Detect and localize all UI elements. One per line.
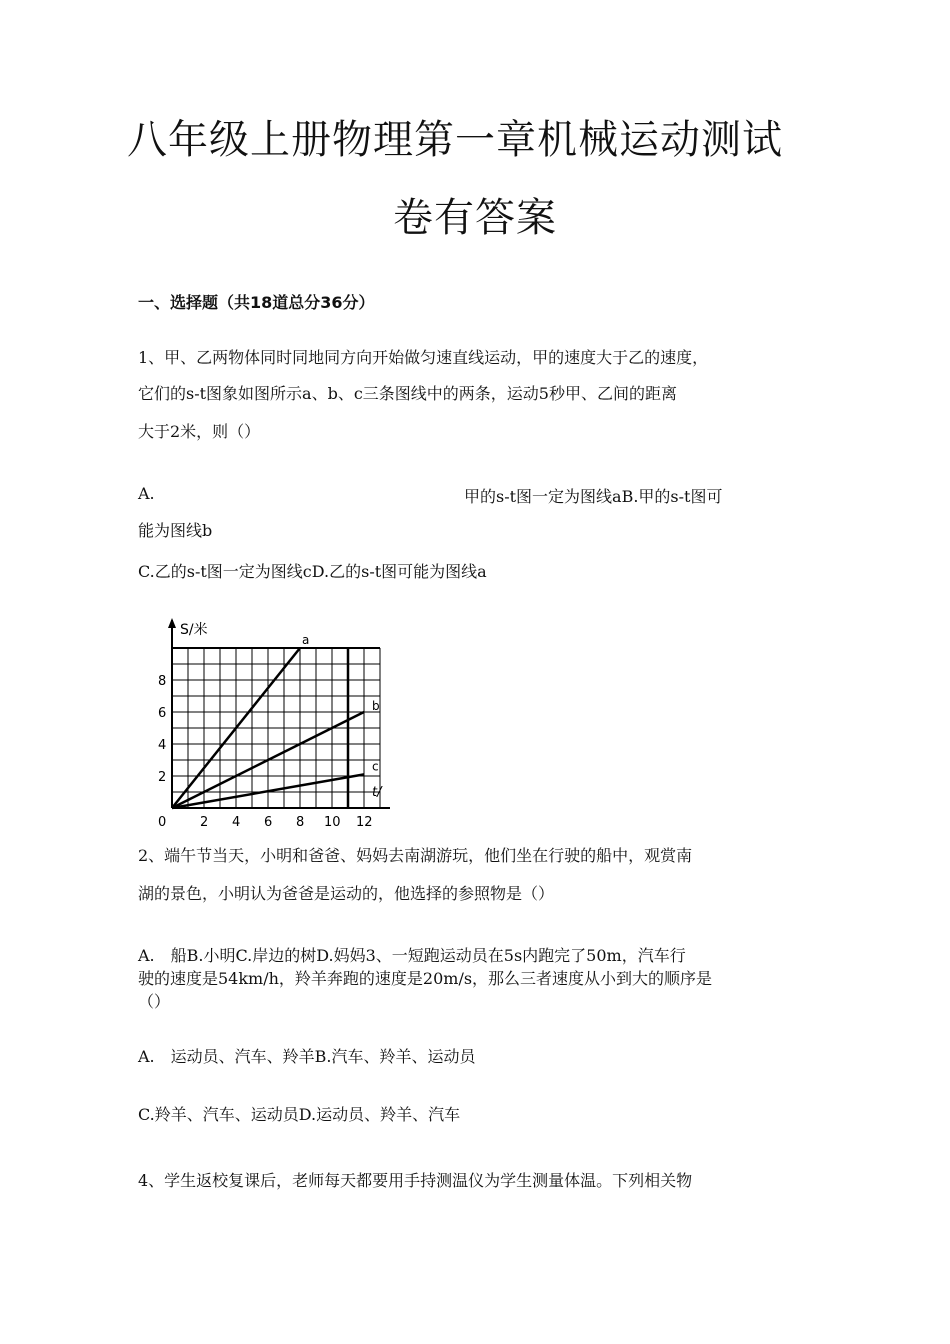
q2-options-q3-line-1: A. 船B.小明C.岸边的树D.妈妈3、一短跑运动员在5s内跑完了50m，汽车行: [138, 946, 686, 965]
q1-option-a-text: 甲的s-t图一定为图线aB.甲的s-t图可: [464, 487, 723, 506]
x-tick-label: 8: [296, 815, 305, 830]
q1-option-cd: C.乙的s-t图一定为图线cD.乙的s-t图可能为图线a: [138, 562, 487, 581]
x-tick-label: 4: [232, 815, 241, 830]
q1-line-1: 1、甲、乙两物体同时同地同方向开始做匀速直线运动，甲的速度大于乙的速度，: [138, 348, 709, 367]
q3-options-ab: A. 运动员、汽车、羚羊B.汽车、羚羊、运动员: [138, 1047, 476, 1066]
y-tick-label: 2: [158, 770, 167, 785]
q1-line-2: 它们的s-t图象如图所示a、b、c三条图线中的两条，运动5秒甲、乙间的距离: [138, 384, 677, 403]
y-tick-label: 4: [158, 738, 167, 753]
graph-axes: [168, 618, 390, 808]
line-labels: [302, 633, 380, 773]
page-title-line-2: 卷有答案: [393, 195, 557, 241]
x-tick-labels: [200, 815, 373, 830]
q2-line-2: 湖的景色，小明认为爸爸是运动的，他选择的参照物是（）: [138, 884, 555, 903]
x-axis-label: t/: [372, 785, 382, 800]
q1-option-a-continued: 能为图线b: [138, 521, 213, 540]
q2-options-q3-line-2: 驶的速度是54km/h，羚羊奔跑的速度是20m/s，那么三者速度从小到大的顺序是: [138, 969, 713, 988]
origin-label: 0: [158, 815, 167, 830]
q2-line-1: 2、端午节当天，小明和爸爸、妈妈去南湖游玩，他们坐在行驶的船中，观赏南: [138, 846, 693, 865]
graph-grid: [172, 648, 380, 808]
q1-option-a-label: A.: [138, 484, 155, 503]
section-heading: 一、选择题（共18道总分36分）: [138, 293, 375, 312]
x-tick-label: 12: [356, 815, 373, 830]
q3-options-cd: C.羚羊、汽车、运动员D.运动员、羚羊、汽车: [138, 1105, 461, 1124]
st-graph: [150, 616, 400, 832]
line-label-a: a: [302, 633, 310, 647]
page-title-line-1: 八年级上册物理第一章机械运动测试: [127, 117, 783, 163]
y-axis-label: S/米: [180, 622, 208, 638]
q1-line-3: 大于2米，则（）: [138, 422, 261, 441]
line-label-b: b: [372, 699, 380, 713]
x-tick-label: 2: [200, 815, 209, 830]
y-tick-label: 8: [158, 674, 167, 689]
y-tick-labels: [158, 674, 166, 785]
y-axis-arrow-icon: [168, 618, 176, 628]
line-label-c: c: [372, 759, 379, 774]
q4-line-1: 4、学生返校复课后，老师每天都要用手持测温仪为学生测量体温。下列相关物: [138, 1171, 693, 1190]
q2-options-q3-line-3: （）: [138, 992, 171, 1011]
y-tick-label: 6: [158, 706, 167, 721]
x-tick-label: 10: [324, 815, 341, 830]
x-tick-label: 6: [264, 815, 273, 830]
